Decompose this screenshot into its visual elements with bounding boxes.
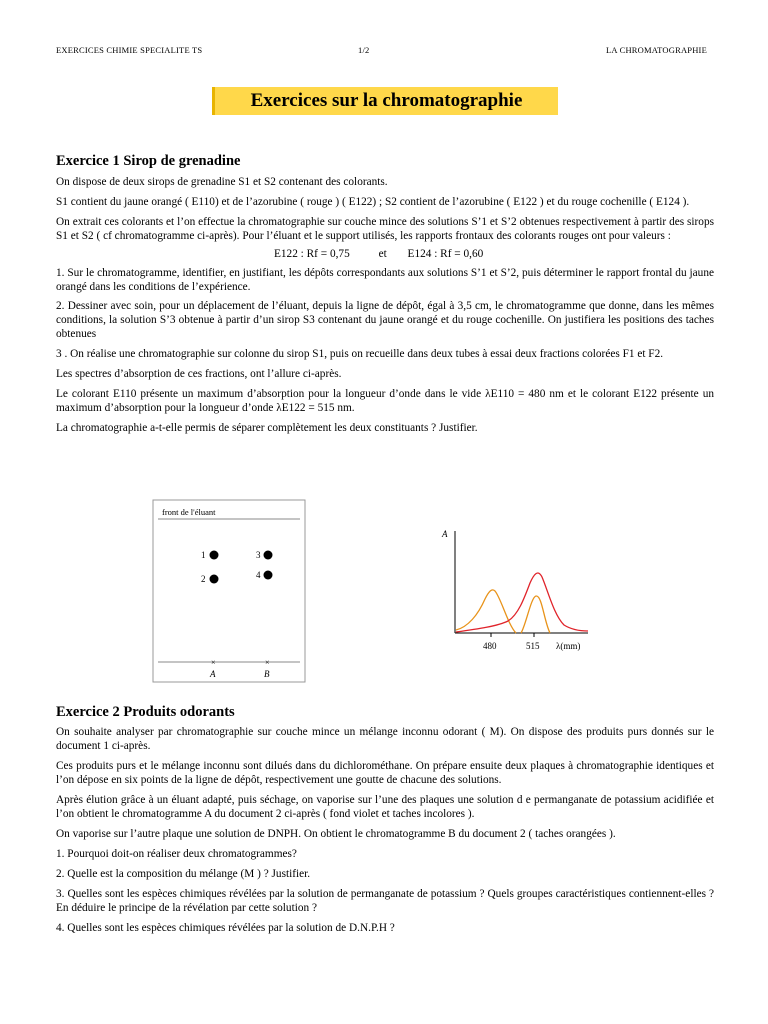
deposit-label-b: B [264, 669, 270, 679]
ex1-paragraph-4: Les spectres d’absorption de ces fractions, ont l’allure ci-après. [56, 368, 342, 380]
spot-label-2: 2 [201, 574, 206, 584]
chromatogram-figure [150, 497, 310, 685]
spot-label-4: 4 [256, 570, 261, 580]
spectrum-figure [438, 525, 598, 655]
exercise-1 [56, 153, 714, 170]
exercise-2-body [56, 725, 714, 935]
spot-label-3: 3 [256, 550, 261, 560]
ex1-paragraph-3: On extrait ces colorants et l’on effectue la chromatographie sur couche mince des solutions S’1 et S’2 obtenues respectivement à partir des sirops S1 et S2 ( cf chromatogramme ci-après). Pour l’éluant et le support utilisés, les rapports frontaux des colorants rouges ont pour valeurs : [56, 216, 714, 242]
ex2-paragraph-4: On vaporise sur l’autre plaque une solution de DNPH. On obtient le chromatogramme B du document 2 ( taches orangées ). [56, 828, 616, 840]
plate-border [153, 500, 305, 682]
deposit-mark-a: × [211, 658, 216, 667]
ex1-paragraph-2: S1 contient du jaune orangé ( E110) et de l’azorubine ( rouge ) ( E122) ; S2 contient de l’azorubine ( E122 ) et du rouge cochenille ( E124 ). [56, 196, 690, 208]
spot-label-1: 1 [201, 550, 206, 560]
rf-and: et [378, 248, 387, 260]
ex1-question-1: 1. Sur le chromatogramme, identifier, en justifiant, les dépôts correspondants aux solutions S’1 et S’2, puis déterminer le rapport frontal du jaune orangé dans les conditions de l’expérience. [56, 267, 714, 293]
rf-e124: E124 : Rf = 0,60 [407, 248, 484, 260]
deposit-mark-b: × [265, 658, 270, 667]
ex1-question-3: 3 . On réalise une chromatographie sur colonne du sirop S1, puis on recueille dans deux tubes à essai deux fractions colorées F1 et F2. [56, 348, 664, 360]
ex2-paragraph-2: Ces produits purs et le mélange inconnu sont dilués dans du dichlorométhane. On prépare ensuite deux plaques à chromatographie identiques et l’on dépose en six points de la ligne de dépôt, respectivement une goutte de chacune des solutions. [56, 760, 714, 786]
header-right: LA CHROMATOGRAPHIE [606, 45, 707, 55]
ex2-question-1: 1. Pourquoi doit-on réaliser deux chromatogrammes? [56, 848, 297, 860]
exercise-2 [56, 704, 714, 721]
spectrum-x-label: λ(mm) [556, 641, 581, 651]
ex1-paragraph-5: Le colorant E110 présente un maximum d’absorption pour la longueur d’onde dans le vide λE110 = 480 nm et le colorant E122 présente un maximum d’absorption pour la longueur d’onde λE122 = 515 nm. [56, 388, 714, 414]
ex1-paragraph-6: La chromatographie a-t-elle permis de séparer complètement les deux constituants ? Justifier. [56, 422, 478, 434]
rf-e122: E122 : Rf = 0,75 [274, 248, 350, 260]
spot-3 [264, 551, 273, 560]
ex2-question-4: 4. Quelles sont les espèces chimiques révélées par la solution de D.N.P.H ? [56, 922, 395, 934]
ex2-paragraph-3: Après élution grâce à un éluant adapté, puis séchage, on vaporise sur l’une des plaques une solution d e permanganate de potassium acidifiée et l’on obtient le chromatogramme A du document 2 ci-après ( fond violet et taches incolores ). [56, 794, 714, 820]
front-label: front de l'éluant [162, 507, 216, 517]
deposit-label-a: A [210, 669, 216, 679]
spectrum-curve-e122-orange [521, 596, 550, 633]
spectrum-curve-e122-red [456, 573, 588, 632]
spot-1 [210, 551, 219, 560]
page-title: Exercices sur la chromatographie [212, 87, 558, 115]
rf-values [56, 247, 714, 261]
x-tick-515: 515 [526, 641, 540, 651]
ex2-question-2: 2. Quelle est la composition du mélange (M ) ? Justifier. [56, 868, 311, 880]
ex2-paragraph-1: On souhaite analyser par chromatographie sur couche mince un mélange inconnu odorant ( M). On dispose des produits purs donnés sur le document 1 ci-après. [56, 726, 714, 752]
exercise-1-body [56, 175, 714, 435]
x-tick-480: 480 [483, 641, 497, 651]
spot-2 [210, 575, 219, 584]
header-left: EXERCICES CHIMIE SPECIALITE TS [56, 45, 203, 55]
spot-4 [264, 571, 273, 580]
exercise-2-title: Exercice 2 Produits odorants [56, 704, 235, 720]
ex1-question-2: 2. Dessiner avec soin, pour un déplacement de l’éluant, depuis la ligne de dépôt, égal à 3,5 cm, le chromatogramme que donne, dans les mêmes conditions, la solution S’3 obtenue à partir d’un sirop S3 contenant du jaune orangé et du rouge cochenille. On justifiera les positions des taches obtenues [56, 300, 714, 340]
exercise-1-title: Exercice 1 Sirop de grenadine [56, 153, 241, 169]
ex1-paragraph-1: On dispose de deux sirops de grenadine S1 et S2 contenant des colorants. [56, 176, 388, 188]
header-page-number: 1/2 [358, 45, 370, 55]
ex2-question-3: 3. Quelles sont les espèces chimiques révélées par la solution de permanganate de potassium ? Quels groupes caractéristiques contiennent-elles ? En déduire le principe de la révélation par cette solution ? [56, 888, 714, 914]
spectrum-y-label: A [442, 529, 448, 539]
